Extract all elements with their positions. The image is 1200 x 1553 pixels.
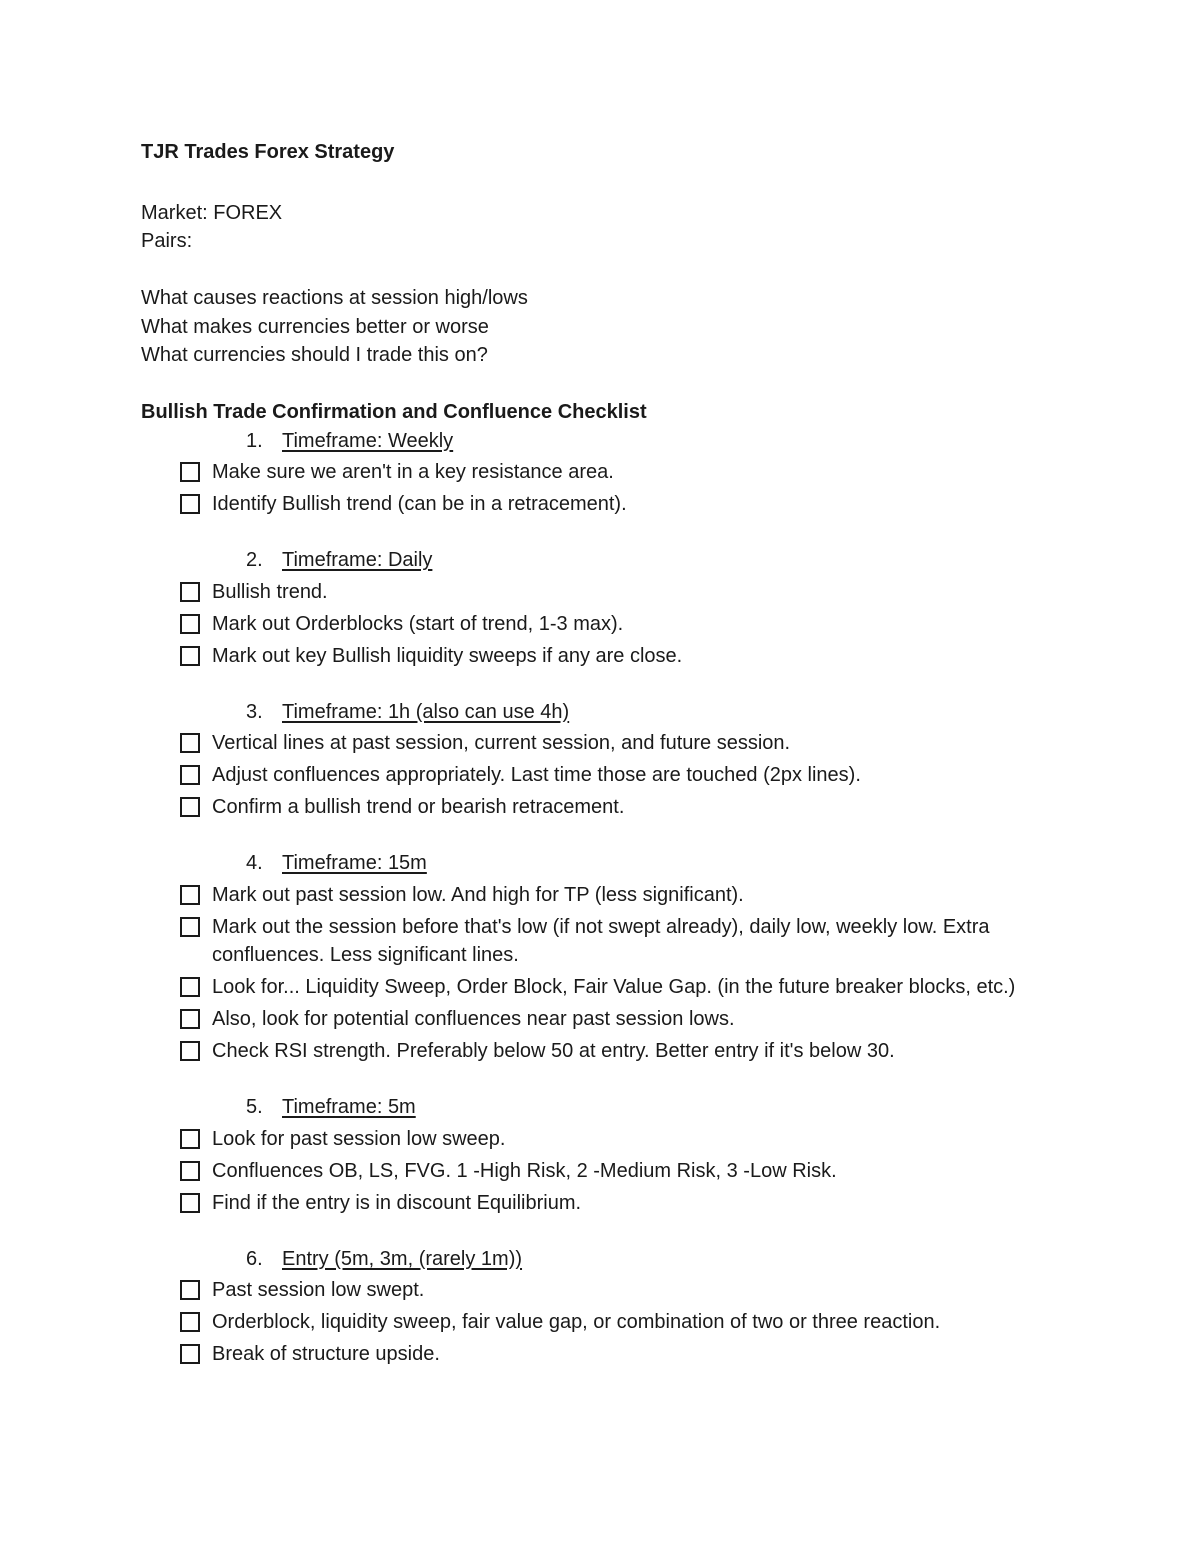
timeframe-number: 5. xyxy=(246,1096,263,1118)
timeframe-label: Timeframe: Daily xyxy=(282,549,433,571)
checkbox[interactable] xyxy=(180,1312,200,1332)
timeframe-heading xyxy=(141,1093,1071,1122)
checklist-item xyxy=(141,793,1071,822)
checklist-item xyxy=(141,1189,1071,1218)
spacer xyxy=(141,256,1071,285)
checklist xyxy=(141,1125,1071,1218)
question-line: What causes reactions at session high/lows xyxy=(141,287,528,309)
checklist xyxy=(141,729,1071,822)
checklist-item xyxy=(141,913,1071,970)
checkbox[interactable] xyxy=(180,494,200,514)
checklist-section-daily xyxy=(141,546,1071,670)
checklist xyxy=(141,1276,1071,1369)
checklist xyxy=(141,881,1071,1066)
spacer xyxy=(141,825,1071,849)
spacer xyxy=(141,1221,1071,1245)
checklist-item xyxy=(141,881,1071,910)
checklist-item xyxy=(141,973,1071,1002)
checklist-section-1h xyxy=(141,698,1071,822)
checkbox[interactable] xyxy=(180,582,200,602)
checklist-item-text: Orderblock, liquidity sweep, fair value gap, or combination of two or three reaction. xyxy=(212,1311,941,1333)
checkbox[interactable] xyxy=(180,462,200,482)
timeframe-label: Timeframe: 1h (also can use 4h) xyxy=(282,700,570,723)
checkbox[interactable] xyxy=(180,1129,200,1149)
timeframe-heading xyxy=(141,546,1071,575)
question-line: What makes currencies better or worse xyxy=(141,315,489,338)
spacer xyxy=(141,170,1071,199)
checklist-item xyxy=(141,1037,1071,1066)
checklist-item-text: Vertical lines at past session, current session, and future session. xyxy=(212,732,791,754)
checklist-item-text: Mark out Orderblocks (start of trend, 1-3 max). xyxy=(212,612,624,635)
checkbox[interactable] xyxy=(180,1041,200,1061)
checkbox[interactable] xyxy=(180,1344,200,1364)
checklist-item-text: Look for... Liquidity Sweep, Order Block, Fair Value Gap. (in the future breaker blocks, etc.) xyxy=(212,976,1016,998)
checklist-item-text: Identify Bullish trend (can be in a retracement). xyxy=(212,493,627,515)
checklist-item-text: Also, look for potential confluences near past session lows. xyxy=(212,1008,735,1030)
spacer xyxy=(141,522,1071,546)
checklist-item xyxy=(141,1276,1071,1305)
checklist-item xyxy=(141,1157,1071,1186)
checkbox[interactable] xyxy=(180,646,200,666)
checkbox[interactable] xyxy=(180,797,200,817)
checkbox[interactable] xyxy=(180,1009,200,1029)
checklist-item-text: Mark out past session low. And high for TP (less significant). xyxy=(212,883,744,906)
checklist-item-text: Check RSI strength. Preferably below 50 at entry. Better entry if it's below 30. xyxy=(212,1040,895,1062)
market-line: Market: FOREX xyxy=(141,201,283,224)
checklist-item xyxy=(141,729,1071,758)
timeframe-number: 6. xyxy=(246,1247,263,1270)
question-line: What currencies should I trade this on? xyxy=(141,344,488,366)
checkbox[interactable] xyxy=(180,733,200,753)
checklist-item-text: Bullish trend. xyxy=(212,580,328,603)
checklist-item-text: Adjust confluences appropriately. Last time those are touched (2px lines). xyxy=(212,764,861,786)
checklist-section-weekly xyxy=(141,427,1071,519)
checklist-item-text: Past session low swept. xyxy=(212,1279,425,1301)
checklist-item-text: Break of structure upside. xyxy=(212,1343,440,1365)
checklist-item-text: Confluences OB, LS, FVG. 1 -High Risk, 2 -Medium Risk, 3 -Low Risk. xyxy=(212,1159,837,1182)
timeframe-label: Timeframe: 5m xyxy=(282,1096,416,1118)
checklist-item xyxy=(141,1125,1071,1154)
checklist-item xyxy=(141,761,1071,790)
timeframe-number: 1. xyxy=(246,429,263,452)
timeframe-heading xyxy=(141,849,1071,878)
checklist-item xyxy=(141,610,1071,639)
checklist-item-text: Look for past session low sweep. xyxy=(212,1127,506,1150)
checklist-heading: Bullish Trade Confirmation and Confluence Checklist xyxy=(141,401,647,423)
checkbox[interactable] xyxy=(180,917,200,937)
checkbox[interactable] xyxy=(180,1193,200,1213)
checkbox[interactable] xyxy=(180,885,200,905)
checklist-item-text: Mark out key Bullish liquidity sweeps if any are close. xyxy=(212,644,683,667)
checklist-item-text: Make sure we aren't in a key resistance area. xyxy=(212,461,614,483)
timeframe-label: Timeframe: 15m xyxy=(282,852,427,874)
timeframe-label: Timeframe: Weekly xyxy=(282,429,454,452)
checkbox[interactable] xyxy=(180,977,200,997)
checklist-item-text: Find if the entry is in discount Equilibrium. xyxy=(212,1191,582,1214)
checklist xyxy=(141,578,1071,671)
checkbox[interactable] xyxy=(180,1161,200,1181)
spacer xyxy=(141,1069,1071,1093)
timeframe-heading xyxy=(141,698,1071,727)
checkbox[interactable] xyxy=(180,1280,200,1300)
checklist-item xyxy=(141,490,1071,519)
spacer xyxy=(141,370,1071,399)
checklist-item xyxy=(141,578,1071,607)
document-title: TJR Trades Forex Strategy xyxy=(141,141,395,163)
timeframe-label: Entry (5m, 3m, (rarely 1m)) xyxy=(282,1247,523,1270)
checklist-item xyxy=(141,642,1071,671)
checklist-item xyxy=(141,458,1071,487)
checklist-section-entry xyxy=(141,1245,1071,1369)
checklist-section-5m xyxy=(141,1093,1071,1217)
checklist-item xyxy=(141,1340,1071,1369)
document-page xyxy=(141,138,1071,1372)
timeframe-number: 2. xyxy=(246,549,263,571)
checklist-item xyxy=(141,1308,1071,1337)
checklist-item xyxy=(141,1005,1071,1034)
checklist-item-text: Mark out the session before that's low (if not swept already), daily low, weekly low. Extra confluences. Less significant lines. xyxy=(212,915,990,966)
checkbox[interactable] xyxy=(180,765,200,785)
checkbox[interactable] xyxy=(180,614,200,634)
timeframe-heading xyxy=(141,1245,1071,1274)
timeframe-number: 4. xyxy=(246,852,263,874)
checklist-section-15m xyxy=(141,849,1071,1066)
checklist-item-text: Confirm a bullish trend or bearish retracement. xyxy=(212,796,625,818)
pairs-line: Pairs: xyxy=(141,230,193,252)
timeframe-heading xyxy=(141,427,1071,456)
checklist xyxy=(141,458,1071,519)
timeframe-number: 3. xyxy=(246,700,263,723)
spacer xyxy=(141,674,1071,698)
